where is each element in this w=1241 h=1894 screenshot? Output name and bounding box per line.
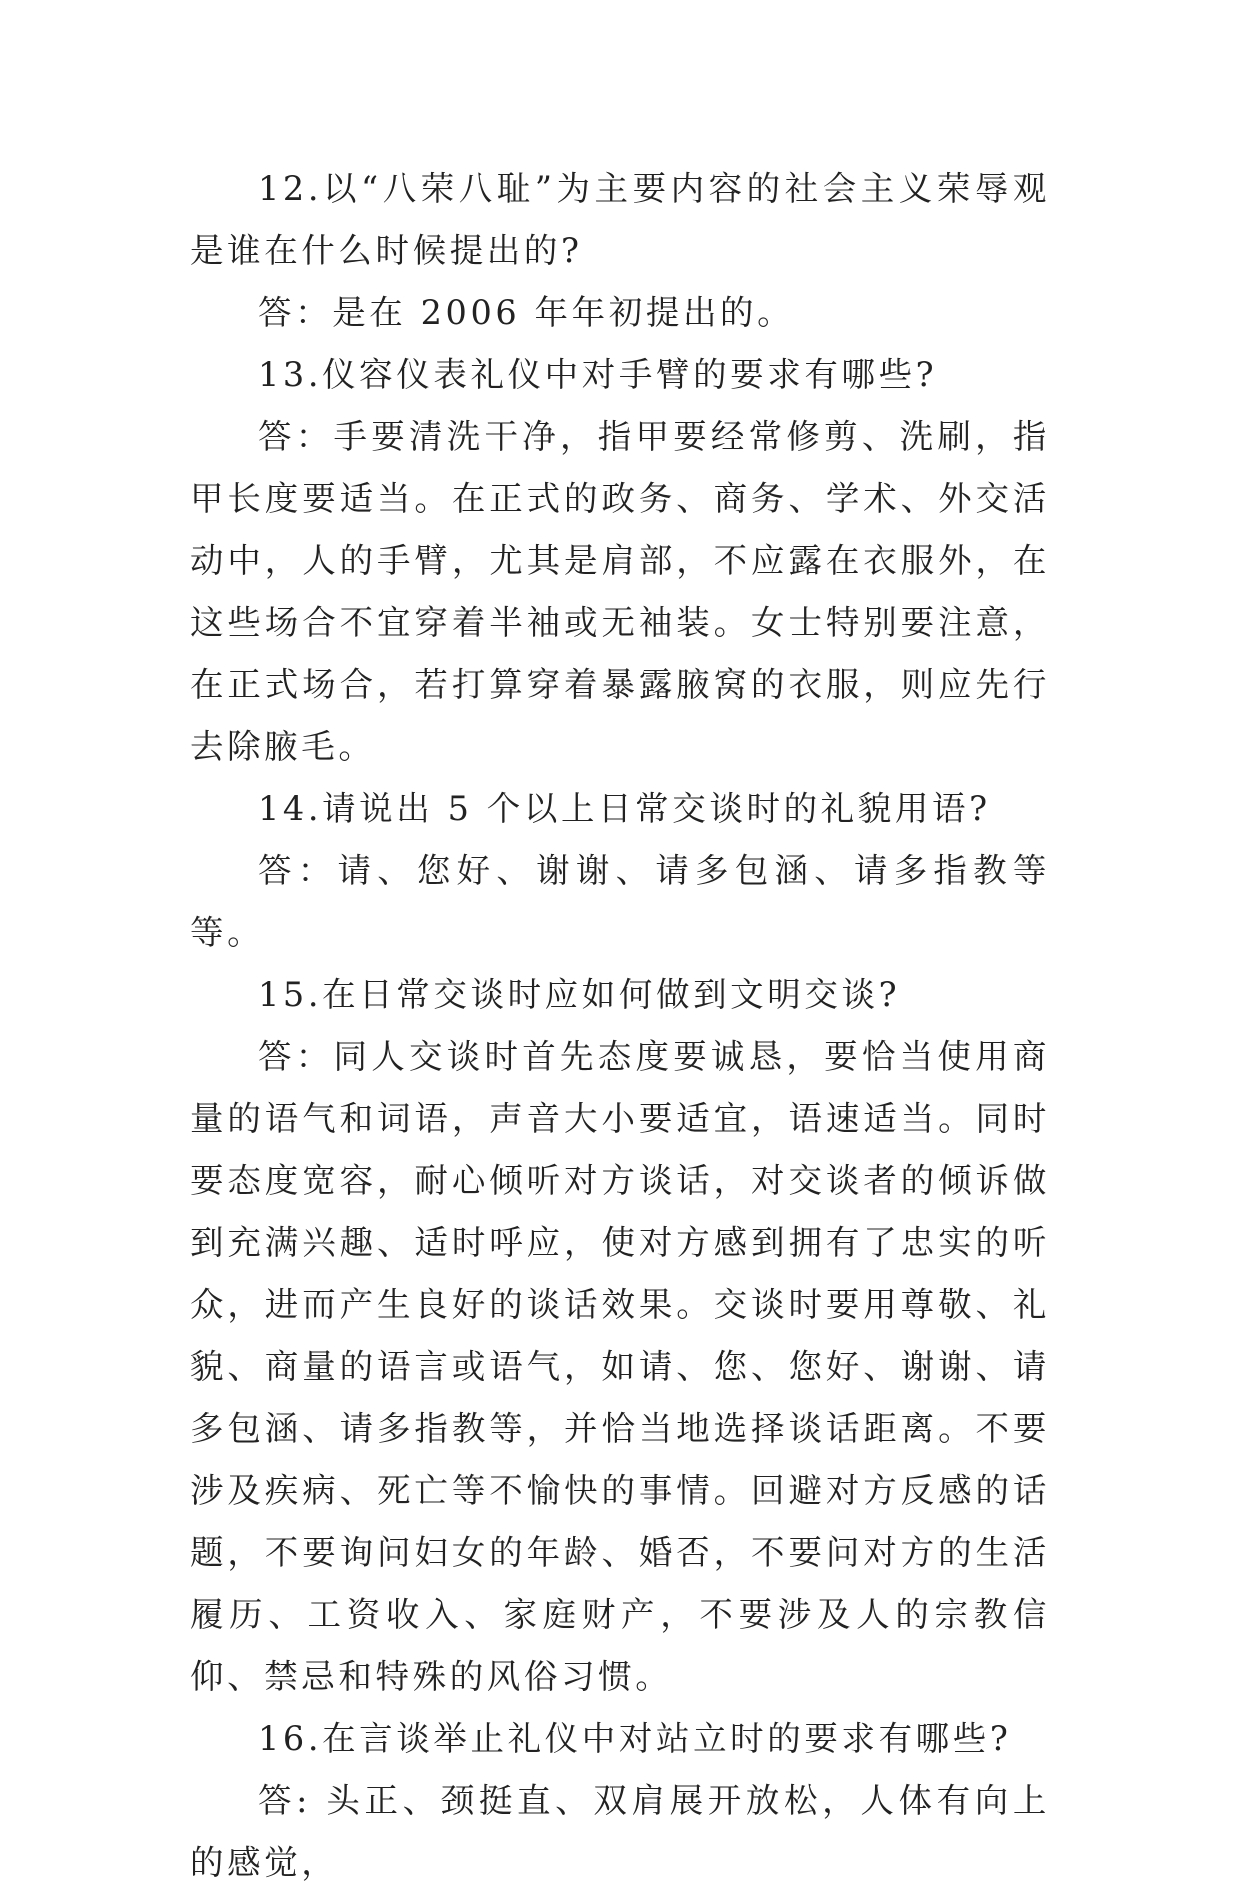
question-16: 16.在言谈举止礼仪中对站立时的要求有哪些? (258, 1719, 1012, 1758)
question-12: 12.以“八荣八耻”为主要内容的社会主义荣辱观是谁在什么时候提出的? (190, 169, 1050, 270)
answer-12: 答：是在 2006 年年初提出的。 (258, 293, 795, 332)
question-15: 15.在日常交谈时应如何做到文明交谈? (258, 975, 901, 1014)
answer-14: 答：请、您好、谢谢、请多包涵、请多指教等等。 (190, 851, 1050, 952)
answer-15: 答：同人交谈时首先态度要诚恳，要恰当使用商量的语气和词语，声音大小要适宜，语速适当。同时要态度宽容，耐心倾听对方谈话，对交谈者的倾诉做到充满兴趣、适时呼应，使对方感到拥有了忠实的听众，进而产生良好的谈话效果。交谈时要用尊敬、礼貌、商量的语言或语气，如请、您、您好、谢谢、请多包涵、请多指教等，并恰当地选择谈话距离。不要涉及疾病、死亡等不愉快的事情。回避对方反感的话题，不要询问妇女的年龄、婚否，不要问对方的生活履历、工资收入、家庭财产，不要涉及人的宗教信仰、禁忌和特殊的风俗习惯。 (190, 1037, 1050, 1696)
answer-13: 答：手要清洗干净，指甲要经常修剪、洗刷，指甲长度要适当。在正式的政务、商务、学术、外交活动中，人的手臂，尤其是肩部，不应露在衣服外，在这些场合不宜穿着半袖或无袖装。女士特别要注意，在正式场合，若打算穿着暴露腋窝的衣服，则应先行去除腋毛。 (190, 417, 1050, 766)
question-13: 13.仪容仪表礼仪中对手臂的要求有哪些? (258, 355, 938, 394)
question-14: 14.请说出 5 个以上日常交谈时的礼貌用语? (258, 789, 991, 828)
answer-16: 答: 头正、颈挺直、双肩展开放松，人体有向上的感觉， (190, 1781, 1050, 1882)
document-body (190, 158, 1050, 1894)
